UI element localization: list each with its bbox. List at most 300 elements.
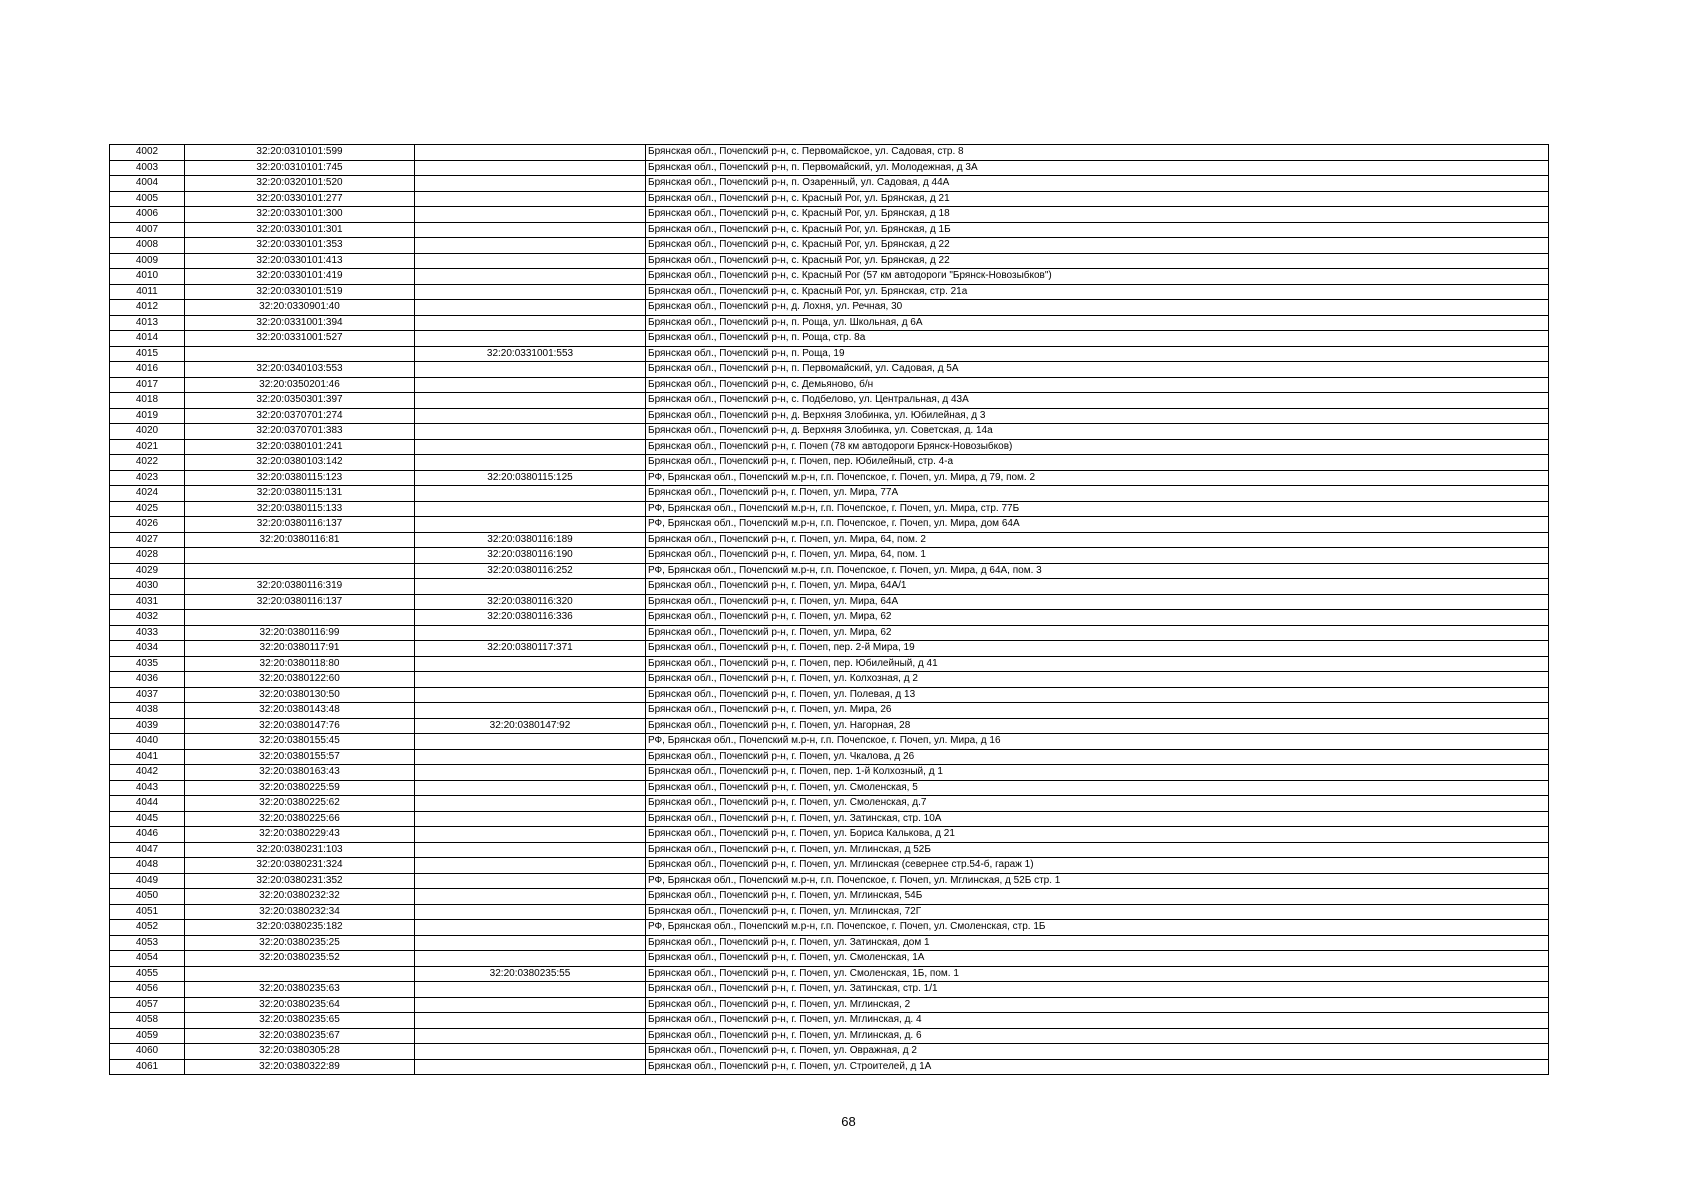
row-number: 4031 [110, 594, 185, 610]
cadastral-number-secondary: 32:20:0380116:252 [415, 563, 646, 579]
row-number: 4016 [110, 362, 185, 378]
table-row [110, 517, 1549, 533]
cadastral-number-secondary [415, 269, 646, 285]
table-row [110, 672, 1549, 688]
table-row [110, 842, 1549, 858]
cadastral-number: 32:20:0331001:394 [185, 315, 415, 331]
table-row [110, 625, 1549, 641]
address: Брянская обл., Почепский р-н, г. Почеп, ул. Колхозная, д 2 [646, 672, 1549, 688]
table-row [110, 284, 1549, 300]
address: Брянская обл., Почепский р-н, п. Озаренный, ул. Садовая, д 44А [646, 176, 1549, 192]
address: Брянская обл., Почепский р-н, с. Подбелово, ул. Центральная, д 43А [646, 393, 1549, 409]
cadastral-number-secondary [415, 486, 646, 502]
cadastral-number-secondary [415, 1059, 646, 1075]
cadastral-number-secondary [415, 796, 646, 812]
row-number: 4045 [110, 811, 185, 827]
address: Брянская обл., Почепский р-н, п. Роща, 19 [646, 346, 1549, 362]
table-row [110, 889, 1549, 905]
row-number: 4060 [110, 1044, 185, 1060]
cadastral-number: 32:20:0380235:182 [185, 920, 415, 936]
table-row [110, 315, 1549, 331]
address: РФ, Брянская обл., Почепский м.р-н, г.п. Почепское, г. Почеп, ул. Мира, д 64А, пом. 3 [646, 563, 1549, 579]
address: Брянская обл., Почепский р-н, г. Почеп, ул. Затинская, дом 1 [646, 935, 1549, 951]
row-number: 4021 [110, 439, 185, 455]
cadastral-number-secondary [415, 284, 646, 300]
row-number: 4047 [110, 842, 185, 858]
table-row [110, 191, 1549, 207]
table-row [110, 966, 1549, 982]
table-row [110, 563, 1549, 579]
cadastral-number: 32:20:0330101:353 [185, 238, 415, 254]
cadastral-number-secondary [415, 873, 646, 889]
address: Брянская обл., Почепский р-н, с. Красный Рог, ул. Брянская, д 1Б [646, 222, 1549, 238]
table-row [110, 501, 1549, 517]
row-number: 4011 [110, 284, 185, 300]
cadastral-number-secondary [415, 904, 646, 920]
cadastral-number-secondary [415, 672, 646, 688]
row-number: 4013 [110, 315, 185, 331]
row-number: 4023 [110, 470, 185, 486]
row-number: 4043 [110, 780, 185, 796]
table-row [110, 1044, 1549, 1060]
cadastral-number: 32:20:0380118:80 [185, 656, 415, 672]
table-row [110, 548, 1549, 564]
cadastral-number: 32:20:0380155:45 [185, 734, 415, 750]
cadastral-number-secondary [415, 889, 646, 905]
row-number: 4030 [110, 579, 185, 595]
cadastral-number: 32:20:0370701:383 [185, 424, 415, 440]
table-row [110, 470, 1549, 486]
row-number: 4059 [110, 1028, 185, 1044]
cadastral-number: 32:20:0380115:131 [185, 486, 415, 502]
address: Брянская обл., Почепский р-н, г. Почеп, ул. Затинская, стр. 10А [646, 811, 1549, 827]
cadastral-number-secondary: 32:20:0380115:125 [415, 470, 646, 486]
cadastral-number: 32:20:0380122:60 [185, 672, 415, 688]
table-row [110, 796, 1549, 812]
address: Брянская обл., Почепский р-н, с. Красный Рог, ул. Брянская, д 22 [646, 238, 1549, 254]
table-row [110, 734, 1549, 750]
cadastral-number-secondary [415, 393, 646, 409]
address: Брянская обл., Почепский р-н, г. Почеп, ул. Мира, 77А [646, 486, 1549, 502]
row-number: 4029 [110, 563, 185, 579]
cadastral-number-secondary [415, 1028, 646, 1044]
cadastral-number: 32:20:0380147:76 [185, 718, 415, 734]
cadastral-number-secondary [415, 362, 646, 378]
cadastral-number-secondary: 32:20:0380147:92 [415, 718, 646, 734]
address: Брянская обл., Почепский р-н, г. Почеп, ул. Мглинская, д 52Б [646, 842, 1549, 858]
cadastral-number [185, 610, 415, 626]
cadastral-number: 32:20:0380232:32 [185, 889, 415, 905]
row-number: 4025 [110, 501, 185, 517]
table-row [110, 827, 1549, 843]
table-row [110, 811, 1549, 827]
cadastral-number: 32:20:0330101:301 [185, 222, 415, 238]
cadastral-number-secondary [415, 424, 646, 440]
cadastral-number-secondary: 32:20:0331001:553 [415, 346, 646, 362]
cadastral-number-secondary [415, 300, 646, 316]
address: Брянская обл., Почепский р-н, с. Красный Рог, ул. Брянская, д 21 [646, 191, 1549, 207]
address: Брянская обл., Почепский р-н, г. Почеп, ул. Мира, 64, пом. 2 [646, 532, 1549, 548]
cadastral-number-secondary: 32:20:0380117:371 [415, 641, 646, 657]
cadastral-number-secondary [415, 858, 646, 874]
table-row [110, 1059, 1549, 1075]
cadastral-number-secondary [415, 222, 646, 238]
table-row [110, 641, 1549, 657]
cadastral-number: 32:20:0320101:520 [185, 176, 415, 192]
cadastral-number-secondary [415, 145, 646, 161]
cadastral-number: 32:20:0380143:48 [185, 703, 415, 719]
address: Брянская обл., Почепский р-н, г. Почеп, ул. Мглинская, 2 [646, 997, 1549, 1013]
table-row [110, 362, 1549, 378]
row-number: 4040 [110, 734, 185, 750]
address: Брянская обл., Почепский р-н, с. Красный Рог, ул. Брянская, д 18 [646, 207, 1549, 223]
page-number: 68 [841, 1114, 856, 1129]
cadastral-number: 32:20:0380155:57 [185, 749, 415, 765]
row-number: 4050 [110, 889, 185, 905]
table-row [110, 331, 1549, 347]
row-number: 4046 [110, 827, 185, 843]
table-row [110, 532, 1549, 548]
cadastral-number-secondary [415, 331, 646, 347]
table-row [110, 610, 1549, 626]
row-number: 4005 [110, 191, 185, 207]
row-number: 4010 [110, 269, 185, 285]
cadastral-number: 32:20:0330101:413 [185, 253, 415, 269]
address: Брянская обл., Почепский р-н, д. Лохня, ул. Речная, 30 [646, 300, 1549, 316]
row-number: 4061 [110, 1059, 185, 1075]
cadastral-number: 32:20:0380322:89 [185, 1059, 415, 1075]
cadastral-number-secondary [415, 176, 646, 192]
row-number: 4037 [110, 687, 185, 703]
row-number: 4056 [110, 982, 185, 998]
cadastral-number-secondary [415, 191, 646, 207]
cadastral-number: 32:20:0330101:419 [185, 269, 415, 285]
table-row [110, 982, 1549, 998]
table-row [110, 145, 1549, 161]
address: РФ, Брянская обл., Почепский м.р-н, г.п. Почепское, г. Почеп, ул. Смоленская, стр. 1Б [646, 920, 1549, 936]
row-number: 4014 [110, 331, 185, 347]
address: Брянская обл., Почепский р-н, с. Красный Рог, ул. Брянская, стр. 21а [646, 284, 1549, 300]
row-number: 4004 [110, 176, 185, 192]
cadastral-number: 32:20:0380130:50 [185, 687, 415, 703]
address: Брянская обл., Почепский р-н, г. Почеп, ул. Овражная, д 2 [646, 1044, 1549, 1060]
address: Брянская обл., Почепский р-н, г. Почеп, ул. Полевая, д 13 [646, 687, 1549, 703]
cadastral-number: 32:20:0380163:43 [185, 765, 415, 781]
cadastral-number: 32:20:0310101:599 [185, 145, 415, 161]
row-number: 4012 [110, 300, 185, 316]
row-number: 4019 [110, 408, 185, 424]
table-row [110, 904, 1549, 920]
cadastral-number-secondary [415, 703, 646, 719]
row-number: 4033 [110, 625, 185, 641]
address: Брянская обл., Почепский р-н, г. Почеп, ул. Бориса Калькова, д 21 [646, 827, 1549, 843]
address: Брянская обл., Почепский р-н, д. Верхняя Злобинка, ул. Юбилейная, д 3 [646, 408, 1549, 424]
cadastral-number: 32:20:0380305:28 [185, 1044, 415, 1060]
table-row [110, 160, 1549, 176]
cadastral-number-secondary [415, 749, 646, 765]
row-number: 4055 [110, 966, 185, 982]
cadastral-number-secondary [415, 253, 646, 269]
cadastral-number: 32:20:0380116:99 [185, 625, 415, 641]
cadastral-number: 32:20:0310101:745 [185, 160, 415, 176]
address: РФ, Брянская обл., Почепский м.р-н, г.п. Почепское, г. Почеп, ул. Мира, дом 64А [646, 517, 1549, 533]
table-row [110, 718, 1549, 734]
address: Брянская обл., Почепский р-н, г. Почеп, ул. Затинская, стр. 1/1 [646, 982, 1549, 998]
row-number: 4024 [110, 486, 185, 502]
row-number: 4034 [110, 641, 185, 657]
address: Брянская обл., Почепский р-н, г. Почеп (78 км автодороги Брянск-Новозыбков) [646, 439, 1549, 455]
cadastral-number-secondary [415, 238, 646, 254]
cadastral-number: 32:20:0380235:25 [185, 935, 415, 951]
row-number: 4058 [110, 1013, 185, 1029]
cadastral-number-secondary [415, 160, 646, 176]
table-row [110, 238, 1549, 254]
table-row [110, 408, 1549, 424]
address: РФ, Брянская обл., Почепский м.р-н, г.п. Почепское, г. Почеп, ул. Мглинская, д 52Б стр. 1 [646, 873, 1549, 889]
table-row [110, 579, 1549, 595]
address: Брянская обл., Почепский р-н, г. Почеп, ул. Мира, 64А [646, 594, 1549, 610]
row-number: 4027 [110, 532, 185, 548]
cadastral-number-secondary [415, 1044, 646, 1060]
table-row [110, 935, 1549, 951]
address: Брянская обл., Почепский р-н, г. Почеп, пер. 2-й Мира, 19 [646, 641, 1549, 657]
cadastral-number-secondary [415, 827, 646, 843]
address: РФ, Брянская обл., Почепский м.р-н, г.п. Почепское, г. Почеп, ул. Мира, д 16 [646, 734, 1549, 750]
cadastral-number: 32:20:0380115:133 [185, 501, 415, 517]
row-number: 4053 [110, 935, 185, 951]
cadastral-number-secondary [415, 982, 646, 998]
cadastral-number: 32:20:0330101:277 [185, 191, 415, 207]
table-row [110, 687, 1549, 703]
cadastral-number: 32:20:0380231:103 [185, 842, 415, 858]
cadastral-number: 32:20:0380101:241 [185, 439, 415, 455]
row-number: 4015 [110, 346, 185, 362]
table-row [110, 424, 1549, 440]
address: РФ, Брянская обл., Почепский м.р-н, г.п. Почепское, г. Почеп, ул. Мира, д 79, пом. 2 [646, 470, 1549, 486]
table-row [110, 749, 1549, 765]
address: Брянская обл., Почепский р-н, с. Красный Рог, ул. Брянская, д 22 [646, 253, 1549, 269]
row-number: 4048 [110, 858, 185, 874]
address: Брянская обл., Почепский р-н, г. Почеп, ул. Мглинская (севернее стр.54-б, гараж 1) [646, 858, 1549, 874]
table-row [110, 346, 1549, 362]
row-number: 4008 [110, 238, 185, 254]
table-row [110, 951, 1549, 967]
cadastral-number-secondary [415, 935, 646, 951]
table-body [110, 145, 1549, 1075]
cadastral-number: 32:20:0380116:319 [185, 579, 415, 595]
table-row [110, 269, 1549, 285]
cadastral-number: 32:20:0380117:91 [185, 641, 415, 657]
address: Брянская обл., Почепский р-н, г. Почеп, ул. Смоленская, 5 [646, 780, 1549, 796]
row-number: 4032 [110, 610, 185, 626]
table-row [110, 656, 1549, 672]
cadastral-number: 32:20:0340103:553 [185, 362, 415, 378]
cadastral-number: 32:20:0380231:352 [185, 873, 415, 889]
address: Брянская обл., Почепский р-н, г. Почеп, ул. Смоленская, 1А [646, 951, 1549, 967]
cadastral-number-secondary [415, 579, 646, 595]
table-row [110, 997, 1549, 1013]
cadastral-number: 32:20:0380229:43 [185, 827, 415, 843]
address: Брянская обл., Почепский р-н, г. Почеп, пер. Юбилейный, стр. 4-а [646, 455, 1549, 471]
address: Брянская обл., Почепский р-н, с. Красный Рог (57 км автодороги "Брянск-Новозыбков") [646, 269, 1549, 285]
cadastral-number: 32:20:0330901:40 [185, 300, 415, 316]
table-row [110, 207, 1549, 223]
cadastral-number-secondary [415, 997, 646, 1013]
row-number: 4018 [110, 393, 185, 409]
cadastral-number: 32:20:0380115:123 [185, 470, 415, 486]
cadastral-number: 32:20:0380231:324 [185, 858, 415, 874]
row-number: 4041 [110, 749, 185, 765]
row-number: 4049 [110, 873, 185, 889]
address: Брянская обл., Почепский р-н, г. Почеп, пер. Юбилейный, д 41 [646, 656, 1549, 672]
cadastral-number: 32:20:0380103:142 [185, 455, 415, 471]
row-number: 4022 [110, 455, 185, 471]
table-row [110, 920, 1549, 936]
address: Брянская обл., Почепский р-н, г. Почеп, пер. 1-й Колхозный, д 1 [646, 765, 1549, 781]
cadastral-number-secondary [415, 315, 646, 331]
table-row [110, 765, 1549, 781]
cadastral-number-secondary [415, 765, 646, 781]
cadastral-number-secondary [415, 455, 646, 471]
cadastral-number-secondary [415, 517, 646, 533]
table-row [110, 780, 1549, 796]
cadastral-number-secondary [415, 439, 646, 455]
cadastral-number: 32:20:0380235:65 [185, 1013, 415, 1029]
cadastral-number [185, 346, 415, 362]
cadastral-number: 32:20:0330101:519 [185, 284, 415, 300]
cadastral-number-secondary: 32:20:0380116:189 [415, 532, 646, 548]
address: Брянская обл., Почепский р-н, г. Почеп, ул. Нагорная, 28 [646, 718, 1549, 734]
cadastral-number: 32:20:0380235:67 [185, 1028, 415, 1044]
table-row [110, 703, 1549, 719]
row-number: 4036 [110, 672, 185, 688]
cadastral-number-secondary: 32:20:0380116:336 [415, 610, 646, 626]
cadastral-number: 32:20:0350301:397 [185, 393, 415, 409]
row-number: 4017 [110, 377, 185, 393]
cadastral-number-secondary [415, 811, 646, 827]
row-number: 4057 [110, 997, 185, 1013]
cadastral-number [185, 548, 415, 564]
row-number: 4020 [110, 424, 185, 440]
cadastral-number-secondary [415, 951, 646, 967]
row-number: 4044 [110, 796, 185, 812]
cadastral-number: 32:20:0370701:274 [185, 408, 415, 424]
cadastral-number [185, 563, 415, 579]
cadastral-number-secondary [415, 408, 646, 424]
cadastral-number: 32:20:0380116:137 [185, 517, 415, 533]
cadastral-number-secondary [415, 377, 646, 393]
table-row [110, 1028, 1549, 1044]
row-number: 4039 [110, 718, 185, 734]
table-row [110, 594, 1549, 610]
row-number: 4006 [110, 207, 185, 223]
cadastral-number: 32:20:0350201:46 [185, 377, 415, 393]
row-number: 4051 [110, 904, 185, 920]
cadastral-number-secondary: 32:20:0380116:190 [415, 548, 646, 564]
table-row [110, 439, 1549, 455]
cadastral-number-secondary [415, 780, 646, 796]
cadastral-number-secondary: 32:20:0380235:55 [415, 966, 646, 982]
table-row [110, 222, 1549, 238]
cadastral-number: 32:20:0380235:64 [185, 997, 415, 1013]
table-row [110, 873, 1549, 889]
address: Брянская обл., Почепский р-н, г. Почеп, ул. Мглинская, д. 6 [646, 1028, 1549, 1044]
cadastral-number: 32:20:0380225:66 [185, 811, 415, 827]
property-table [109, 144, 1549, 1075]
row-number: 4009 [110, 253, 185, 269]
address: РФ, Брянская обл., Почепский м.р-н, г.п. Почепское, г. Почеп, ул. Мира, стр. 77Б [646, 501, 1549, 517]
cadastral-number-secondary [415, 734, 646, 750]
table-row [110, 377, 1549, 393]
cadastral-number: 32:20:0331001:527 [185, 331, 415, 347]
address: Брянская обл., Почепский р-н, п. Первомайский, ул. Садовая, д 5А [646, 362, 1549, 378]
address: Брянская обл., Почепский р-н, п. Роща, стр. 8а [646, 331, 1549, 347]
cadastral-number: 32:20:0380235:52 [185, 951, 415, 967]
cadastral-number-secondary: 32:20:0380116:320 [415, 594, 646, 610]
cadastral-number-secondary [415, 920, 646, 936]
cadastral-number: 32:20:0380225:62 [185, 796, 415, 812]
table-row [110, 393, 1549, 409]
address: Брянская обл., Почепский р-н, г. Почеп, ул. Мира, 62 [646, 625, 1549, 641]
cadastral-number-secondary [415, 207, 646, 223]
row-number: 4028 [110, 548, 185, 564]
address: Брянская обл., Почепский р-н, г. Почеп, ул. Мира, 62 [646, 610, 1549, 626]
row-number: 4042 [110, 765, 185, 781]
table-row [110, 1013, 1549, 1029]
cadastral-number: 32:20:0380235:63 [185, 982, 415, 998]
table-row [110, 858, 1549, 874]
address: Брянская обл., Почепский р-н, г. Почеп, ул. Чкалова, д 26 [646, 749, 1549, 765]
table-row [110, 253, 1549, 269]
address: Брянская обл., Почепский р-н, п. Первомайский, ул. Молодежная, д 3А [646, 160, 1549, 176]
cadastral-number-secondary [415, 687, 646, 703]
row-number: 4035 [110, 656, 185, 672]
address: Брянская обл., Почепский р-н, г. Почеп, ул. Мира, 26 [646, 703, 1549, 719]
row-number: 4007 [110, 222, 185, 238]
address: Брянская обл., Почепский р-н, п. Роща, ул. Школьная, д 6А [646, 315, 1549, 331]
table-row [110, 300, 1549, 316]
row-number: 4038 [110, 703, 185, 719]
table-row [110, 486, 1549, 502]
address: Брянская обл., Почепский р-н, д. Верхняя Злобинка, ул. Советская, д. 14а [646, 424, 1549, 440]
cadastral-number: 32:20:0380116:137 [185, 594, 415, 610]
row-number: 4052 [110, 920, 185, 936]
cadastral-number-secondary [415, 1013, 646, 1029]
address: Брянская обл., Почепский р-н, г. Почеп, ул. Мглинская, 54Б [646, 889, 1549, 905]
cadastral-number: 32:20:0380232:34 [185, 904, 415, 920]
cadastral-number: 32:20:0330101:300 [185, 207, 415, 223]
table-row [110, 176, 1549, 192]
cadastral-number-secondary [415, 842, 646, 858]
address: Брянская обл., Почепский р-н, с. Демьяново, б/н [646, 377, 1549, 393]
cadastral-number-secondary [415, 625, 646, 641]
row-number: 4003 [110, 160, 185, 176]
address: Брянская обл., Почепский р-н, г. Почеп, ул. Мира, 64А/1 [646, 579, 1549, 595]
cadastral-number: 32:20:0380225:59 [185, 780, 415, 796]
address: Брянская обл., Почепский р-н, с. Первомайское, ул. Садовая, стр. 8 [646, 145, 1549, 161]
row-number: 4002 [110, 145, 185, 161]
cadastral-number-secondary [415, 501, 646, 517]
cadastral-number-secondary [415, 656, 646, 672]
address: Брянская обл., Почепский р-н, г. Почеп, ул. Мглинская, 72Г [646, 904, 1549, 920]
address: Брянская обл., Почепский р-н, г. Почеп, ул. Мира, 64, пом. 1 [646, 548, 1549, 564]
cadastral-number [185, 966, 415, 982]
row-number: 4054 [110, 951, 185, 967]
row-number: 4026 [110, 517, 185, 533]
address: Брянская обл., Почепский р-н, г. Почеп, ул. Строителей, д 1А [646, 1059, 1549, 1075]
table-row [110, 455, 1549, 471]
address: Брянская обл., Почепский р-н, г. Почеп, ул. Мглинская, д. 4 [646, 1013, 1549, 1029]
